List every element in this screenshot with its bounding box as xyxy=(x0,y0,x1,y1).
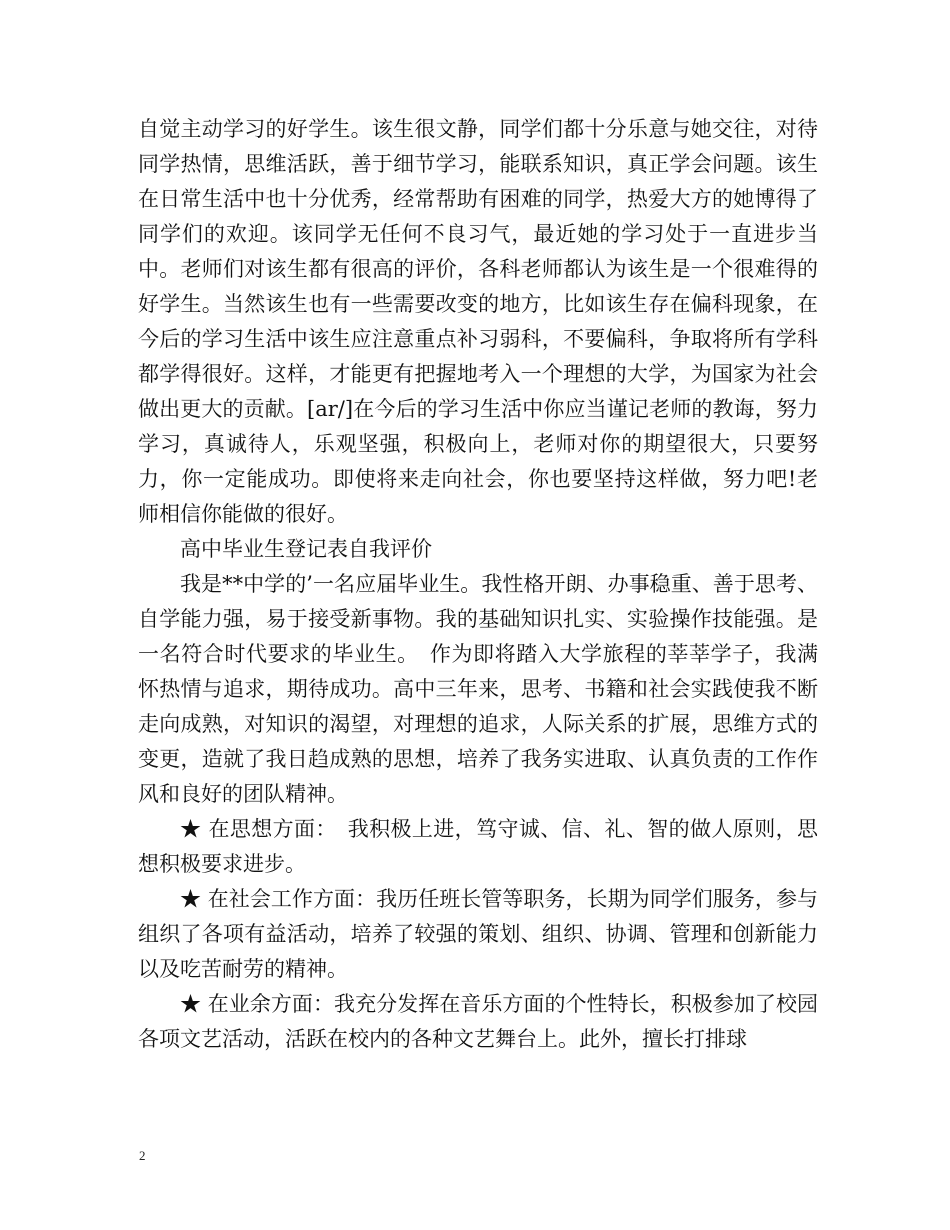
paragraph-social-work: ★ 在社会工作方面：我历任班长管等职务，长期为同学们服务，参与组织了各项有益活动，培养了较强的策划、组织、协调、管理和创新能力以及吃苦耐劳的精神。 xyxy=(138,887,818,981)
paragraph-ideology: ★ 在思想方面： 我积极上进，笃守诚、信、礼、智的做人原则，思想积极要求进步。 xyxy=(138,817,818,876)
section-heading-self-evaluation: 高中毕业生登记表自我评价 xyxy=(180,537,432,561)
document-body xyxy=(138,112,818,1057)
paragraph-extracurricular: ★ 在业余方面：我充分发挥在音乐方面的个性特长，积极参加了校园各项文艺活动，活跃在校内的各种文艺舞台上。此外，擅长打排球 xyxy=(138,992,818,1051)
paragraph-self-introduction: 我是**中学的’一名应届毕业生。我性格开朗、办事稳重、善于思考、自学能力强，易于接受新事物。我的基础知识扎实、实验操作技能强。是一名符合时代要求的毕业生。 作为即将踏入大学旅程的莘莘学子，我满怀热情与追求，期待成功。高中三年来，思考、书籍和社会实践使我不断走向成熟，对知识的渴望，对理想的追求，人际关系的扩展，思维方式的变更，造就了我日趋成熟的思想，培养了我务实进取、认真负责的工作作风和良好的团队精神。 xyxy=(138,572,818,806)
page-number: 2 xyxy=(139,1148,146,1163)
paragraph-teacher-comment: 自觉主动学习的好学生。该生很文静，同学们都十分乐意与她交往，对待同学热情，思维活跃，善于细节学习，能联系知识，真正学会问题。该生在日常生活中也十分优秀，经常帮助有困难的同学，热爱大方的她博得了同学们的欢迎。该同学无任何不良习气，最近她的学习处于一直进步当中。老师们对该生都有很高的评价，各科老师都认为该生是一个很难得的好学生。当然该生也有一些需要改变的地方，比如该生存在偏科现象，在今后的学习生活中该生应注意重点补习弱科，不要偏科，争取将所有学科都学得很好。这样，才能更有把握地考入一个理想的大学，为国家为社会做出更大的贡献。[ar/]在今后的学习生活中你应当谨记老师的教诲，努力学习，真诚待人，乐观坚强，积极向上，老师对你的期望很大，只要努力，你一定能成功。即使将来走向社会，你也要坚持这样做，努力吧!老师相信你能做的很好。 xyxy=(138,117,818,526)
